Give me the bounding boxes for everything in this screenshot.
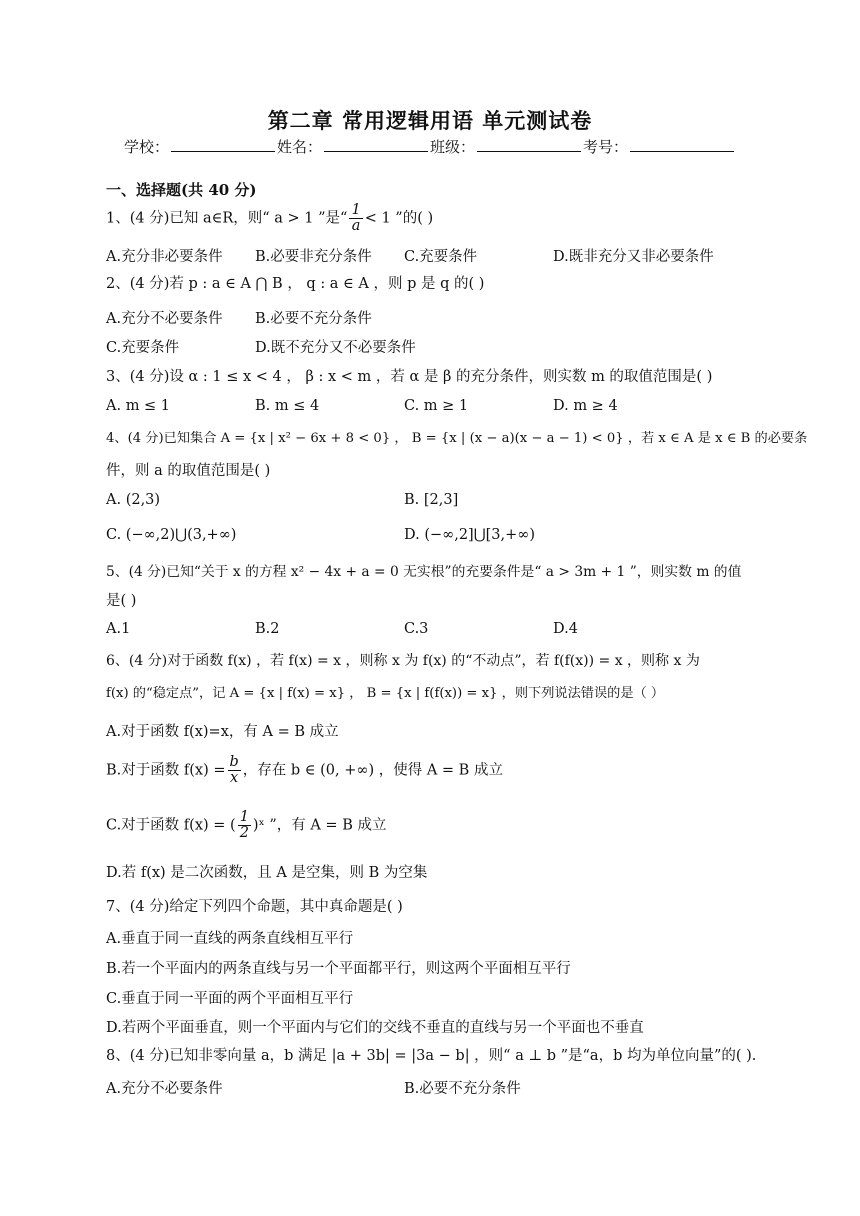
class-label: 班级：: [430, 138, 476, 156]
question-6-option-d[interactable]: D.若 f(x) 是二次函数，且 A 是空集，则 B 为空集: [106, 865, 428, 881]
question-3-option-a[interactable]: A. m ≤ 1: [106, 398, 171, 414]
question-2-option-b[interactable]: B.必要不充分条件: [255, 311, 372, 327]
school-blank: [171, 137, 275, 152]
question-7-option-a[interactable]: A.垂直于同一直线的两条直线相互平行: [106, 931, 354, 947]
fraction-denominator: 2: [239, 825, 249, 841]
question-5-option-d[interactable]: D.4: [553, 621, 578, 637]
question-3-option-b[interactable]: B. m ≤ 4: [255, 398, 320, 414]
question-4-option-c[interactable]: C. (−∞,2)⋃(3,+∞): [106, 527, 237, 543]
question-2-option-a[interactable]: A.充分不必要条件: [106, 311, 223, 327]
school-label: 学校：: [123, 138, 169, 156]
question-1-option-a[interactable]: A.充分非必要条件: [106, 249, 223, 265]
name-label: 姓名：: [276, 138, 322, 156]
question-4-option-b[interactable]: B. [2,3]: [404, 492, 459, 508]
question-5-option-b[interactable]: B.2: [255, 621, 280, 637]
question-5-stem-line-1: 5、(4 分)已知“关于 x 的方程 x² − 4x + a = 0 无实根”的充要条件是“ a > 3m + 1 ”，则实数 m 的值: [106, 564, 742, 580]
question-1-option-b[interactable]: B.必要非充分条件: [255, 249, 372, 265]
question-4-option-a[interactable]: A. (2,3): [106, 492, 161, 508]
name-blank: [324, 137, 428, 152]
question-5-option-c[interactable]: C.3: [404, 621, 429, 637]
section-heading: 一、选择题(共 40 分): [106, 181, 257, 199]
fraction-denominator: a: [351, 218, 361, 234]
question-5-stem-line-2: 是( ): [106, 593, 137, 609]
fraction-numerator: 1: [239, 809, 249, 825]
question-8-option-a[interactable]: A.充分不必要条件: [106, 1081, 223, 1097]
question-1-fraction: [349, 203, 362, 234]
question-8-stem: 8、(4 分)已知非零向量 a，b 满足 |a + 3b| = |3a − b| ，则“ a ⊥ b ”是“a，b 均为单位向量”的( ).: [106, 1048, 757, 1064]
question-1-text-a: 1、(4 分)已知 a∈R，则“ a > 1 ”是“: [106, 210, 348, 227]
question-1-text-b: < 1 ”的( ): [364, 210, 434, 227]
question-6-stem-line-2: f(x) 的“稳定点”，记 A = {x | f(x) = x} ， B = {x | f(f(x)) = x} ，则下列说法错误的是（ ）: [106, 686, 665, 701]
fraction-numerator: 1: [351, 202, 361, 218]
option-c-text-b: )ˣ ”，有 A = B 成立: [252, 817, 387, 834]
question-3-option-d[interactable]: D. m ≥ 4: [553, 398, 618, 414]
question-1-option-d[interactable]: D.既非充分又非必要条件: [553, 249, 714, 265]
question-7-stem: 7、(4 分)给定下列四个命题，其中真命题是( ): [106, 899, 403, 915]
option-b-text-a: B.对于函数 f(x) =: [106, 762, 226, 779]
question-2-option-d[interactable]: D.既不充分又不必要条件: [255, 340, 416, 356]
option-b-fraction: [228, 755, 241, 786]
option-c-fraction: [238, 810, 251, 841]
fraction-denominator: x: [230, 770, 239, 786]
question-1-option-c[interactable]: C.充要条件: [404, 249, 478, 265]
question-7-option-b[interactable]: B.若一个平面内的两条直线与另一个平面都平行，则这两个平面相互平行: [106, 961, 571, 977]
question-6-option-c[interactable]: [106, 810, 386, 841]
question-7-option-d[interactable]: D.若两个平面垂直，则一个平面内与它们的交线不垂直的直线与另一个平面也不垂直: [106, 1020, 644, 1036]
question-4-stem-line-2: 件，则 a 的取值范围是( ): [106, 463, 271, 479]
question-7-option-c[interactable]: C.垂直于同一平面的两个平面相互平行: [106, 991, 354, 1007]
question-4-option-d[interactable]: D. (−∞,2]⋃[3,+∞): [404, 527, 535, 543]
option-b-text-b: ，存在 b ∈ (0, +∞) ，使得 A = B 成立: [242, 762, 503, 779]
question-6-option-b[interactable]: [106, 755, 503, 786]
question-3-stem: 3、(4 分)设 α : 1 ≤ x < 4 ， β : x < m ，若 α 是 β 的充分条件，则实数 m 的取值范围是( ): [106, 369, 713, 385]
question-2-option-c[interactable]: C.充要条件: [106, 340, 180, 356]
class-blank: [477, 137, 581, 152]
question-3-option-c[interactable]: C. m ≥ 1: [404, 398, 469, 414]
exam-no-blank: [630, 137, 734, 152]
student-info-line: [0, 136, 860, 157]
fraction-numerator: b: [229, 754, 239, 770]
exam-no-label: 考号：: [583, 138, 629, 156]
question-2-stem: 2、(4 分)若 p : a ∈ A ⋂ B ， q : a ∈ A ，则 p 是 q 的( ): [106, 276, 485, 292]
question-4-stem-line-1: 4、(4 分)已知集合 A = {x | x² − 6x + 8 < 0} ， B = {x | (x − a)(x − a − 1) < 0} ，若 x ∈ A 是 x ∈ B 的必要条: [106, 431, 808, 446]
question-5-option-a[interactable]: A.1: [106, 621, 131, 637]
option-c-text-a: C.对于函数 f(x) = (: [106, 817, 236, 834]
page-title: 第二章 常用逻辑用语 单元测试卷: [267, 108, 593, 133]
question-1-stem: [106, 203, 756, 234]
question-6-stem-line-1: 6、(4 分)对于函数 f(x) ，若 f(x) = x ，则称 x 为 f(x) 的“不动点”，若 f(f(x)) = x ，则称 x 为: [106, 653, 700, 669]
question-6-option-a[interactable]: A.对于函数 f(x)=x，有 A = B 成立: [106, 724, 339, 740]
question-8-option-b[interactable]: B.必要不充分条件: [404, 1081, 521, 1097]
